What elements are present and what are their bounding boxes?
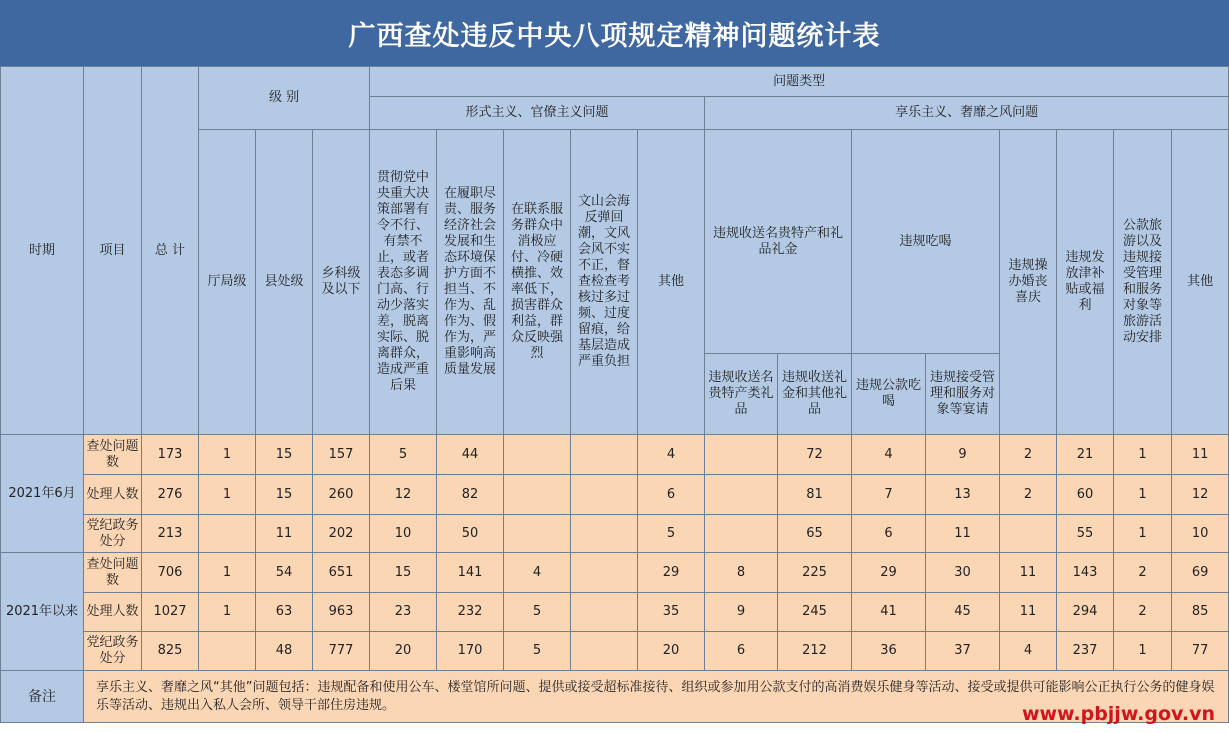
header-period: 时期 — [1, 67, 84, 435]
value-cell: 12 — [370, 475, 437, 515]
value-cell — [571, 475, 638, 515]
value-cell: 7 — [852, 475, 926, 515]
value-cell — [571, 632, 638, 671]
value-cell — [504, 475, 571, 515]
value-cell: 44 — [437, 435, 504, 475]
header-hedonism: 享乐主义、奢靡之风问题 — [705, 97, 1229, 130]
header-gift-cash: 违规收送礼金和其他礼品 — [778, 354, 852, 435]
value-cell-formalism-other: 29 — [638, 553, 705, 593]
value-cell: 1027 — [142, 593, 199, 632]
page-title: 广西查处违反中央八项规定精神问题统计表 — [0, 0, 1229, 66]
value-cell: 777 — [313, 632, 370, 671]
header-hedonism-other: 其他 — [1172, 130, 1229, 435]
table-row — [1, 435, 1229, 475]
value-cell: 10 — [1172, 515, 1229, 553]
value-cell: 1 — [199, 475, 256, 515]
header-formalism-4: 文山会海反弹回潮，文风会风不实不正，督查检查考核过多过频、过度留痕，给基层造成严重负担 — [571, 130, 638, 435]
value-cell — [504, 435, 571, 475]
value-cell: 6 — [705, 632, 778, 671]
value-cell-formalism-other: 6 — [638, 475, 705, 515]
value-cell-formalism-other: 4 — [638, 435, 705, 475]
value-cell — [705, 475, 778, 515]
value-cell: 15 — [370, 553, 437, 593]
item-cell: 处理人数 — [84, 475, 142, 515]
value-cell — [199, 515, 256, 553]
value-cell: 963 — [313, 593, 370, 632]
value-cell: 45 — [926, 593, 1000, 632]
value-cell: 237 — [1057, 632, 1114, 671]
header-hedonism-wedding: 违规操办婚丧喜庆 — [1000, 130, 1057, 435]
value-cell: 21 — [1057, 435, 1114, 475]
value-cell: 1 — [1114, 475, 1172, 515]
value-cell — [571, 515, 638, 553]
header-dining-banquet: 违规接受管理和服务对象等宴请 — [926, 354, 1000, 435]
value-cell: 213 — [142, 515, 199, 553]
value-cell: 29 — [852, 553, 926, 593]
value-cell: 36 — [852, 632, 926, 671]
value-cell: 260 — [313, 475, 370, 515]
value-cell: 41 — [852, 593, 926, 632]
value-cell: 225 — [778, 553, 852, 593]
value-cell: 15 — [256, 435, 313, 475]
header-level-xian: 县处级 — [256, 130, 313, 435]
value-cell: 30 — [926, 553, 1000, 593]
value-cell: 11 — [926, 515, 1000, 553]
value-cell: 1 — [1114, 435, 1172, 475]
value-cell: 2 — [1114, 593, 1172, 632]
value-cell: 85 — [1172, 593, 1229, 632]
value-cell: 5 — [370, 435, 437, 475]
value-cell: 2 — [1114, 553, 1172, 593]
value-cell: 2 — [1000, 435, 1057, 475]
header-hedonism-subsidy: 违规发放津补贴或福利 — [1057, 130, 1114, 435]
item-cell: 查处问题数 — [84, 553, 142, 593]
value-cell: 54 — [256, 553, 313, 593]
item-cell: 处理人数 — [84, 593, 142, 632]
value-cell: 11 — [256, 515, 313, 553]
value-cell — [571, 593, 638, 632]
header-level-xiang: 乡科级及以下 — [313, 130, 370, 435]
value-cell: 4 — [852, 435, 926, 475]
value-cell: 63 — [256, 593, 313, 632]
value-cell: 15 — [256, 475, 313, 515]
value-cell: 706 — [142, 553, 199, 593]
value-cell: 245 — [778, 593, 852, 632]
header-formalism-2: 在履职尽责、服务经济社会发展和生态环境保护方面不担当、不作为、乱作为、假作为，严重影响高质量发展 — [437, 130, 504, 435]
period-cell: 2021年以来 — [1, 553, 84, 671]
value-cell: 170 — [437, 632, 504, 671]
value-cell: 48 — [256, 632, 313, 671]
value-cell: 72 — [778, 435, 852, 475]
header-formalism-3: 在联系服务群众中消极应付、冷硬横推、效率低下，损害群众利益，群众反映强烈 — [504, 130, 571, 435]
value-cell: 9 — [705, 593, 778, 632]
value-cell-formalism-other: 35 — [638, 593, 705, 632]
value-cell: 6 — [852, 515, 926, 553]
table-body — [1, 435, 1229, 671]
value-cell — [705, 435, 778, 475]
value-cell: 2 — [1000, 475, 1057, 515]
value-cell: 5 — [504, 632, 571, 671]
value-cell: 11 — [1172, 435, 1229, 475]
note-text: 享乐主义、奢靡之风“其他”问题包括：违规配备和使用公车、楼堂馆所问题、提供或接受超标准接待、组织或参加用公款支付的高消费娱乐健身等活动、接受或提供可能影响公正执行公务的健身娱乐等活动、违规出入私人会所、领导干部住房违规。 — [84, 671, 1229, 723]
header-total: 总 计 — [142, 67, 199, 435]
value-cell — [1000, 515, 1057, 553]
value-cell: 60 — [1057, 475, 1114, 515]
value-cell: 1 — [199, 435, 256, 475]
value-cell: 1 — [1114, 515, 1172, 553]
value-cell: 10 — [370, 515, 437, 553]
value-cell: 276 — [142, 475, 199, 515]
value-cell: 20 — [370, 632, 437, 671]
note-label: 备注 — [1, 671, 84, 723]
value-cell — [571, 435, 638, 475]
value-cell: 1 — [199, 553, 256, 593]
statistics-table — [0, 66, 1229, 723]
header-dining: 违规吃喝 — [852, 130, 1000, 354]
value-cell: 37 — [926, 632, 1000, 671]
value-cell: 143 — [1057, 553, 1114, 593]
value-cell: 12 — [1172, 475, 1229, 515]
header-level-ting: 厅局级 — [199, 130, 256, 435]
period-cell: 2021年6月 — [1, 435, 84, 553]
value-cell: 4 — [504, 553, 571, 593]
value-cell: 825 — [142, 632, 199, 671]
value-cell: 1 — [199, 593, 256, 632]
item-cell: 党纪政务处分 — [84, 632, 142, 671]
table-row — [1, 475, 1229, 515]
value-cell: 141 — [437, 553, 504, 593]
value-cell — [571, 553, 638, 593]
value-cell — [199, 632, 256, 671]
item-cell: 党纪政务处分 — [84, 515, 142, 553]
value-cell: 4 — [1000, 632, 1057, 671]
value-cell: 11 — [1000, 593, 1057, 632]
value-cell: 212 — [778, 632, 852, 671]
value-cell: 173 — [142, 435, 199, 475]
header-level: 级 别 — [199, 67, 370, 130]
header-formalism: 形式主义、官僚主义问题 — [370, 97, 705, 130]
header-formalism-other: 其他 — [638, 130, 705, 435]
value-cell: 294 — [1057, 593, 1114, 632]
header-gift-specialty: 违规收送名贵特产类礼品 — [705, 354, 778, 435]
table-row — [1, 632, 1229, 671]
header-formalism-1: 贯彻党中央重大决策部署有令不行、有禁不止，或者表态多调门高、行动少落实差，脱离实际、脱离群众，造成严重后果 — [370, 130, 437, 435]
value-cell: 81 — [778, 475, 852, 515]
value-cell — [705, 515, 778, 553]
value-cell-formalism-other: 20 — [638, 632, 705, 671]
value-cell: 11 — [1000, 553, 1057, 593]
table-row — [1, 593, 1229, 632]
value-cell: 82 — [437, 475, 504, 515]
value-cell: 5 — [504, 593, 571, 632]
value-cell: 1 — [1114, 632, 1172, 671]
value-cell: 13 — [926, 475, 1000, 515]
value-cell: 232 — [437, 593, 504, 632]
value-cell: 157 — [313, 435, 370, 475]
header-dining-public: 违规公款吃喝 — [852, 354, 926, 435]
value-cell: 8 — [705, 553, 778, 593]
value-cell: 77 — [1172, 632, 1229, 671]
table-row — [1, 553, 1229, 593]
value-cell-formalism-other: 5 — [638, 515, 705, 553]
value-cell: 65 — [778, 515, 852, 553]
table-row — [1, 515, 1229, 553]
header-item: 项目 — [84, 67, 142, 435]
item-cell: 查处问题数 — [84, 435, 142, 475]
site-watermark: www.pbjjw.gov.vn — [1021, 703, 1215, 725]
header-hedonism-travel: 公款旅游以及违规接受管理和服务对象等旅游活动安排 — [1114, 130, 1172, 435]
value-cell: 55 — [1057, 515, 1114, 553]
header-problem-type: 问题类型 — [370, 67, 1229, 97]
value-cell: 23 — [370, 593, 437, 632]
header-gift: 违规收送名贵特产和礼品礼金 — [705, 130, 852, 354]
value-cell: 69 — [1172, 553, 1229, 593]
value-cell: 50 — [437, 515, 504, 553]
value-cell: 651 — [313, 553, 370, 593]
value-cell: 202 — [313, 515, 370, 553]
value-cell — [504, 515, 571, 553]
value-cell: 9 — [926, 435, 1000, 475]
